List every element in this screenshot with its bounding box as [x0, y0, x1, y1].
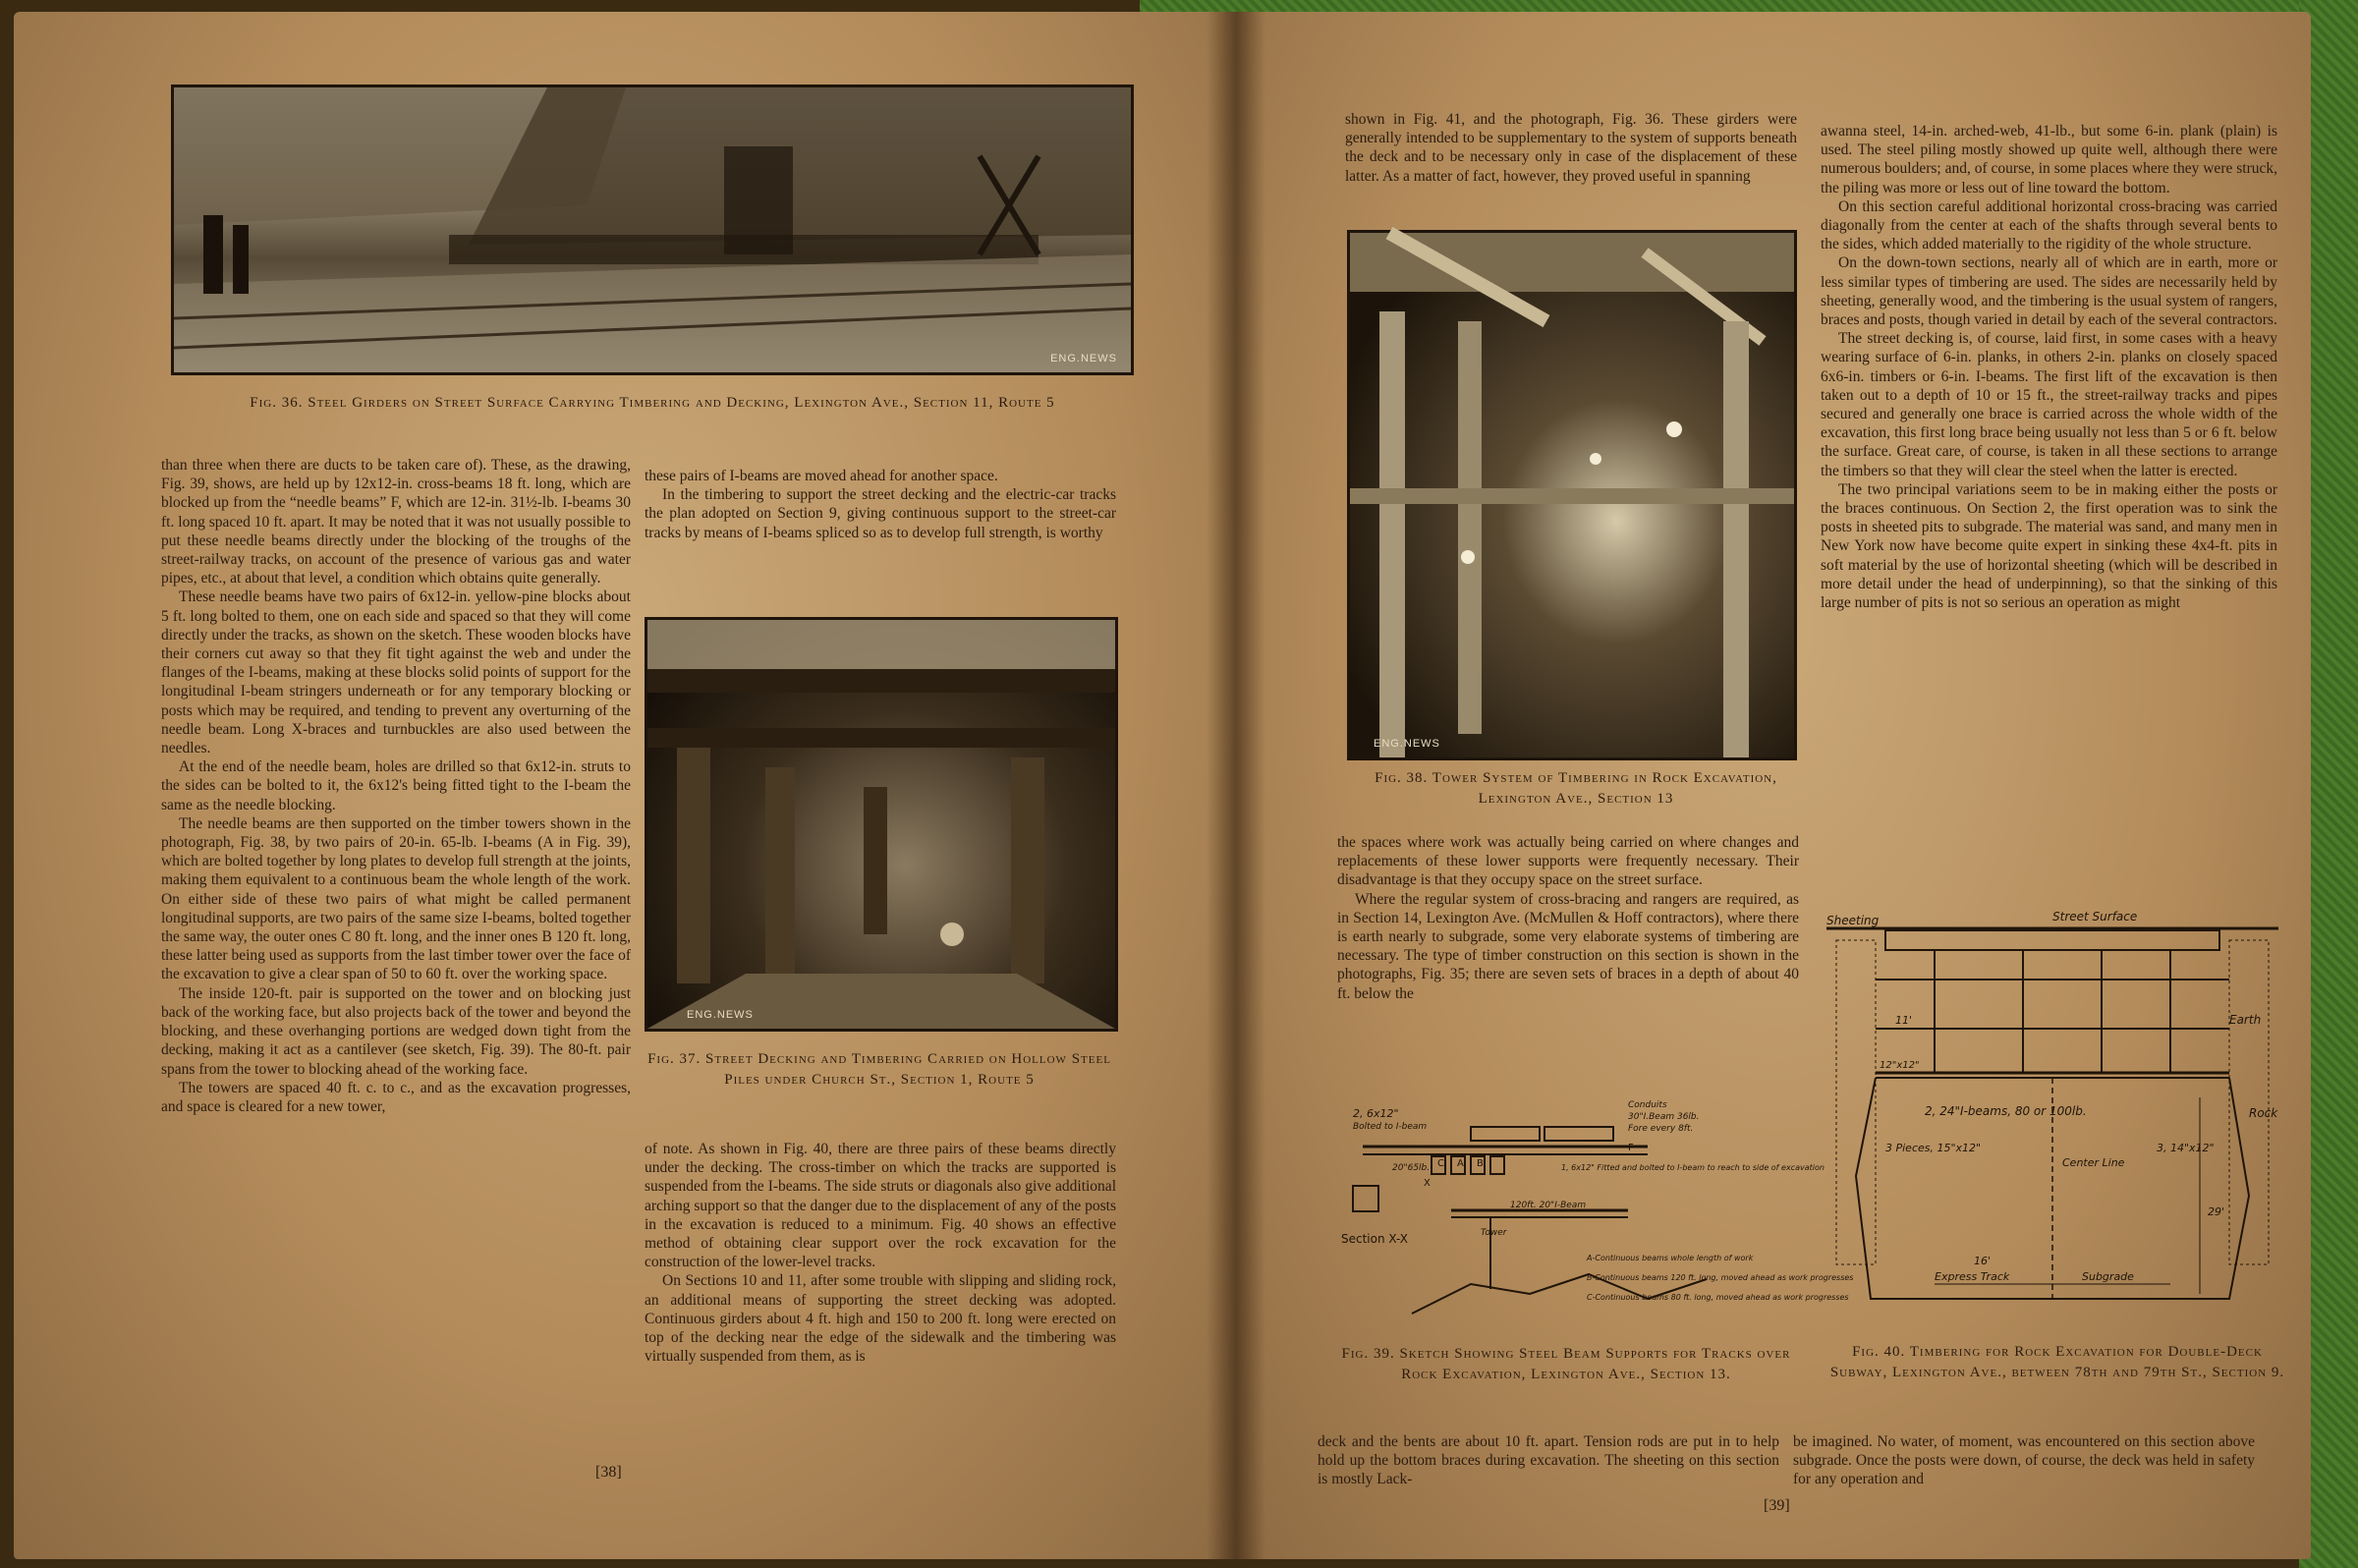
right-page: [1237, 12, 2311, 1559]
fig40-dim-11: 11': [1895, 1014, 1913, 1027]
paragraph: The two principal variations seem to be in making either the posts or the braces continuous. On Section 2, the first operation was to sink the posts in sheeted pits to subgrade. The material was sand, and many men in New York now have become quite expert in sinking these 4x4-ft. pits in soft material by the use of horizontal sheeting (which will be described in more detail under the head of underpinning), so that the sinking of this large number of pits is not so serious an operation as might: [1821, 480, 2277, 612]
fig40-dim-12x12: 12"x12": [1880, 1060, 1920, 1071]
fig40-sketch: [1817, 901, 2288, 1333]
fig38-photo: [1347, 230, 1797, 760]
fig39-caption: Fig. 39. Sketch Showing Steel Beam Supports for Tracks over Rock Excavation, Lexington Ave., Section 13.: [1341, 1346, 1791, 1382]
paragraph: The inside 120-ft. pair is supported on the tower and on blocking just back of the working face, but also projects back of the tower and beyond the blocking, and these overhanging portions are wedged down tight from the decking, making it act as a cantilever (see sketch, Fig. 39). The 80-ft. pair spans from the tower to blocking ahead of the working face.: [161, 984, 631, 1078]
fig36-photo: [171, 84, 1134, 375]
paragraph: The towers are spaced 40 ft. c. to c., and as the excavation progresses, and space is cleared for a new tower,: [161, 1079, 631, 1115]
right-col1-bottom: [1337, 833, 1799, 1003]
paragraph: The street decking is, of course, laid first, in some cases with a heavy wearing surface of 6-in. planks, in others 2-in. planks on closely spaced 6x6-in. timbers or 6-in. I-beams. The first lift of the excavation is then taken out to a depth of 10 or 15 ft., the street-railway tracks and pipes secured and generally one brace is carried across the whole width of the excavation, this first long brace being usually not less than 5 or 6 ft. below the surface. Great care, of course, is taken in all these sections to arrange the timbers so that they will clear the steel when the latter is erected.: [1821, 330, 2277, 479]
fig37-photo: [645, 617, 1118, 1032]
fig39-label-3: Conduits: [1628, 1100, 1667, 1110]
fig37-caption: Fig. 37. Street Decking and Timbering Carried on Hollow Steel Piles under Church St., Section 1, Route 5: [647, 1051, 1111, 1088]
fig39-x-label: X: [1424, 1178, 1431, 1189]
fig38-caption: Fig. 38. Tower System of Timbering in Rock Excavation, Lexington Ave., Section 13: [1375, 770, 1777, 807]
fig37-timbering-scene: [647, 620, 1115, 1029]
right-col2: [1821, 122, 2277, 612]
fig39-f-label: F: [1628, 1143, 1634, 1153]
left-col2-top: [645, 467, 1116, 542]
fig40-subgrade-label: Subgrade: [2082, 1270, 2134, 1283]
fig40-dim-16: 16': [1974, 1255, 1992, 1267]
page-number-right: [39]: [1764, 1497, 1790, 1514]
fig40-dim-3: 3, 14"x12": [2157, 1142, 2215, 1154]
fig37-credit: ENG.NEWS: [687, 1009, 754, 1021]
fig40-dim-29: 29': [2208, 1205, 2225, 1218]
fig39-label-8: 120ft. 20"I-Beam: [1510, 1201, 1587, 1210]
fig40-caption: Fig. 40. Timbering for Rock Excavation for Double-Deck Subway, Lexington Ave., between 78th and 79th St., Section 9.: [1829, 1344, 2285, 1380]
paragraph: These needle beams have two pairs of 6x12-in. yellow-pine blocks about 5 ft. long bolted to them, one on each side and spaced so that they will come directly under the tracks, as shown on the sketch. These wooden blocks have their corners cut away so that they fit tight against the web and under the flanges of the I-beams, making at these blocks solid points of support for the longitudinal I-beam stringers underneath or for any temporary blocking or posts which may be required, and tending to prevent any overturning of the needle beam. Long X-braces and turnbuckles are also used between the needles.: [161, 588, 631, 757]
fig40-sheeting-label: Sheeting: [1826, 914, 1880, 927]
fig39-label-1: 2, 6x12": [1353, 1107, 1399, 1120]
left-col1: [161, 456, 631, 1116]
fig38-credit: ENG.NEWS: [1374, 738, 1440, 750]
left-page: [14, 12, 1237, 1559]
fig39-legend-a: A-Continuous beams whole length of work: [1587, 1254, 1754, 1262]
paragraph: deck and the bents are about 10 ft. apart. Tension rods are put in to help hold up the bottom braces during excavation. The sheeting on this section is mostly Lack-: [1318, 1433, 1779, 1488]
paragraph: Where the regular system of cross-bracing and rangers are required, as in Section 14, Lexington Ave. (McMullen & Hoff contractors), where there is earth nearly to subgrade, some very elaborate systems of timbering are necessary. The type of timber construction on this section is shown in the photographs, Fig. 35; there are seven sets of braces in a depth of about 40 ft. below the: [1337, 890, 1799, 1002]
paragraph: be imagined. No water, of moment, was encountered on this section above subgrade. Once the posts were down, of course, the deck was held in safety for any operation and: [1793, 1433, 2255, 1488]
fig36-street-scene: [174, 87, 1131, 372]
paragraph: the spaces where work was actually being carried on where changes and replacements of these lower supports were frequently necessary. Their disadvantage is that they occupy space on the street surface.: [1337, 834, 1799, 889]
right-bottom-col2: [1793, 1432, 2255, 1489]
fig39-legend-c: C-Continuous beams 80 ft. long, moved ahead as work progresses: [1587, 1293, 1849, 1302]
fig39-legend-b: B-Continuous beams 120 ft. long, moved ahead as work progresses: [1587, 1273, 1854, 1282]
fig39-label-4: 30"I.Beam 36lb.: [1628, 1112, 1700, 1122]
fig40-pieces-label: 3 Pieces, 15"x12": [1885, 1142, 1982, 1154]
fig39-sketch: [1333, 1088, 1854, 1333]
right-col1-top: [1345, 110, 1797, 186]
fig40-beams-label: 2, 24"I-beams, 80 or 100lb.: [1925, 1104, 2087, 1118]
fig39-label-9: Tower: [1481, 1228, 1507, 1238]
fig40-rock-label: Rock: [2249, 1106, 2278, 1120]
paragraph: these pairs of I-beams are moved ahead for another space.: [645, 468, 998, 484]
left-col2-bottom: [645, 1140, 1116, 1366]
fig36-caption: Fig. 36. Steel Girders on Street Surface Carrying Timbering and Decking, Lexington Ave., Section 11, Route 5: [250, 395, 1055, 411]
right-bottom-col1: [1318, 1432, 1779, 1489]
fig36-credit: ENG.NEWS: [1050, 353, 1117, 364]
paragraph: In the timbering to support the street decking and the electric-car tracks the plan adopted on Section 9, giving continuous support to the street-car tracks by means of I-beams spliced so as to develop full strength, is worthy: [645, 486, 1116, 541]
paragraph: than three when there are ducts to be taken care of). These, as the drawing, Fig. 39, shows, are held up by 12x12-in. cross-beams 18 ft. long, which are blocked up from the “needle beams” F, which are 12-in. 31½-lb. I-beams 30 ft. long spaced 10 ft. apart. It may be noted that it was not usually possible to put these needle beams directly under the blocking of the troughs of the street-railway tracks, on account of the presence of various gas and water pipes, etc., at about that level, a condition which obtains quite generally.: [161, 457, 631, 588]
paragraph: awanna steel, 14-in. arched-web, 41-lb., but some 6-in. plank (plain) is used. The steel piling mostly showed up quite well, although there were numerous boulders; and, of course, in some places where they were struck, the piling was more or less out of line toward the bottom.: [1821, 123, 2277, 196]
fig39-label-7: 1, 6x12" Fitted and bolted to I-beam to reach to side of excavation: [1561, 1163, 1825, 1172]
fig40-street-surface-label: Street Surface: [2052, 910, 2138, 924]
paragraph: The needle beams are then supported on the timber towers shown in the photograph, Fig. 38, by two pairs of 20-in. 65-lb. I-beams (A in Fig. 39), which are bolted together by long plates to develop full strength at the joints, making them equivalent to a continuous beam the whole length of the work. On either side of these two pairs of what might be called permanent longitudinal supports, are two pairs of the same size I-beams, bolted together the same way, the outer ones C 80 ft. long, and the inner ones B 120 ft. long, these latter being used as supports from the last timber tower over the face of the excavation to give a clear span of 50 to 60 ft. over the working space.: [161, 814, 631, 983]
fig39-label-5: Fore every 8ft.: [1628, 1124, 1694, 1134]
paragraph: At the end of the needle beam, holes are drilled so that 6x12-in. struts to the sides can be bolted to it, the 6x12's being fitted tight to the I-beam the same as the needle blocking.: [161, 758, 631, 813]
page-number-left: [38]: [595, 1464, 622, 1481]
fig39-label-6: 20"65lb.: [1392, 1163, 1431, 1173]
fig40-center-label: Center Line: [2062, 1156, 2125, 1169]
fig40-express-label: Express Track: [1935, 1270, 2010, 1283]
fig39-section-label: Section X-X: [1341, 1232, 1408, 1246]
fig38-tower-scene: [1350, 233, 1794, 757]
book-gutter: [1207, 12, 1265, 1559]
paragraph: of note. As shown in Fig. 40, there are three pairs of these beams directly under the decking. The cross-timber on which the tracks are supported is suspended from the I-beams. The side struts or diagonals also give additional arching support so that the danger due to the displacement of any of the posts in the excavation is reduced to a minimum. Fig. 40 shows an effective method of obtaining clear support over the rock excavation for the construction of the lower-level tracks.: [645, 1141, 1116, 1271]
fig39-label-2: Bolted to I-beam: [1353, 1122, 1428, 1132]
paragraph: On the down-town sections, nearly all of which are in earth, more or less similar types of timbering are used. The sides are necessarily held by sheeting, generally wood, and the timbering is the usual system of rangers, braces and posts, though varied in detail by each of the several contractors.: [1821, 254, 2277, 329]
paragraph: shown in Fig. 41, and the photograph, Fig. 36. These girders were generally intended to be supplementary to the system of supports beneath the deck and to be necessary only in case of the displacement of these latter. As a matter of fact, however, they proved useful in spanning: [1345, 111, 1797, 185]
fig39-c-label: C: [1437, 1158, 1444, 1169]
fig40-earth-label: Earth: [2229, 1013, 2262, 1027]
fig39-b-label: B: [1477, 1158, 1484, 1169]
fig39-a-label: A: [1457, 1158, 1464, 1169]
paragraph: On Sections 10 and 11, after some trouble with slipping and sliding rock, an additional means of supporting the street decking was adopted. Continuous girders about 4 ft. high and 150 to 200 ft. long were erected on top of the decking near the edge of the sidewalk and the timbering was virtually suspended from them, as is: [645, 1272, 1116, 1366]
paragraph: On this section careful additional horizontal cross-bracing was carried diagonally from the center at each of the shafts through several bents to the sides, which added materially to the rigidity of the whole structure.: [1821, 197, 2277, 253]
